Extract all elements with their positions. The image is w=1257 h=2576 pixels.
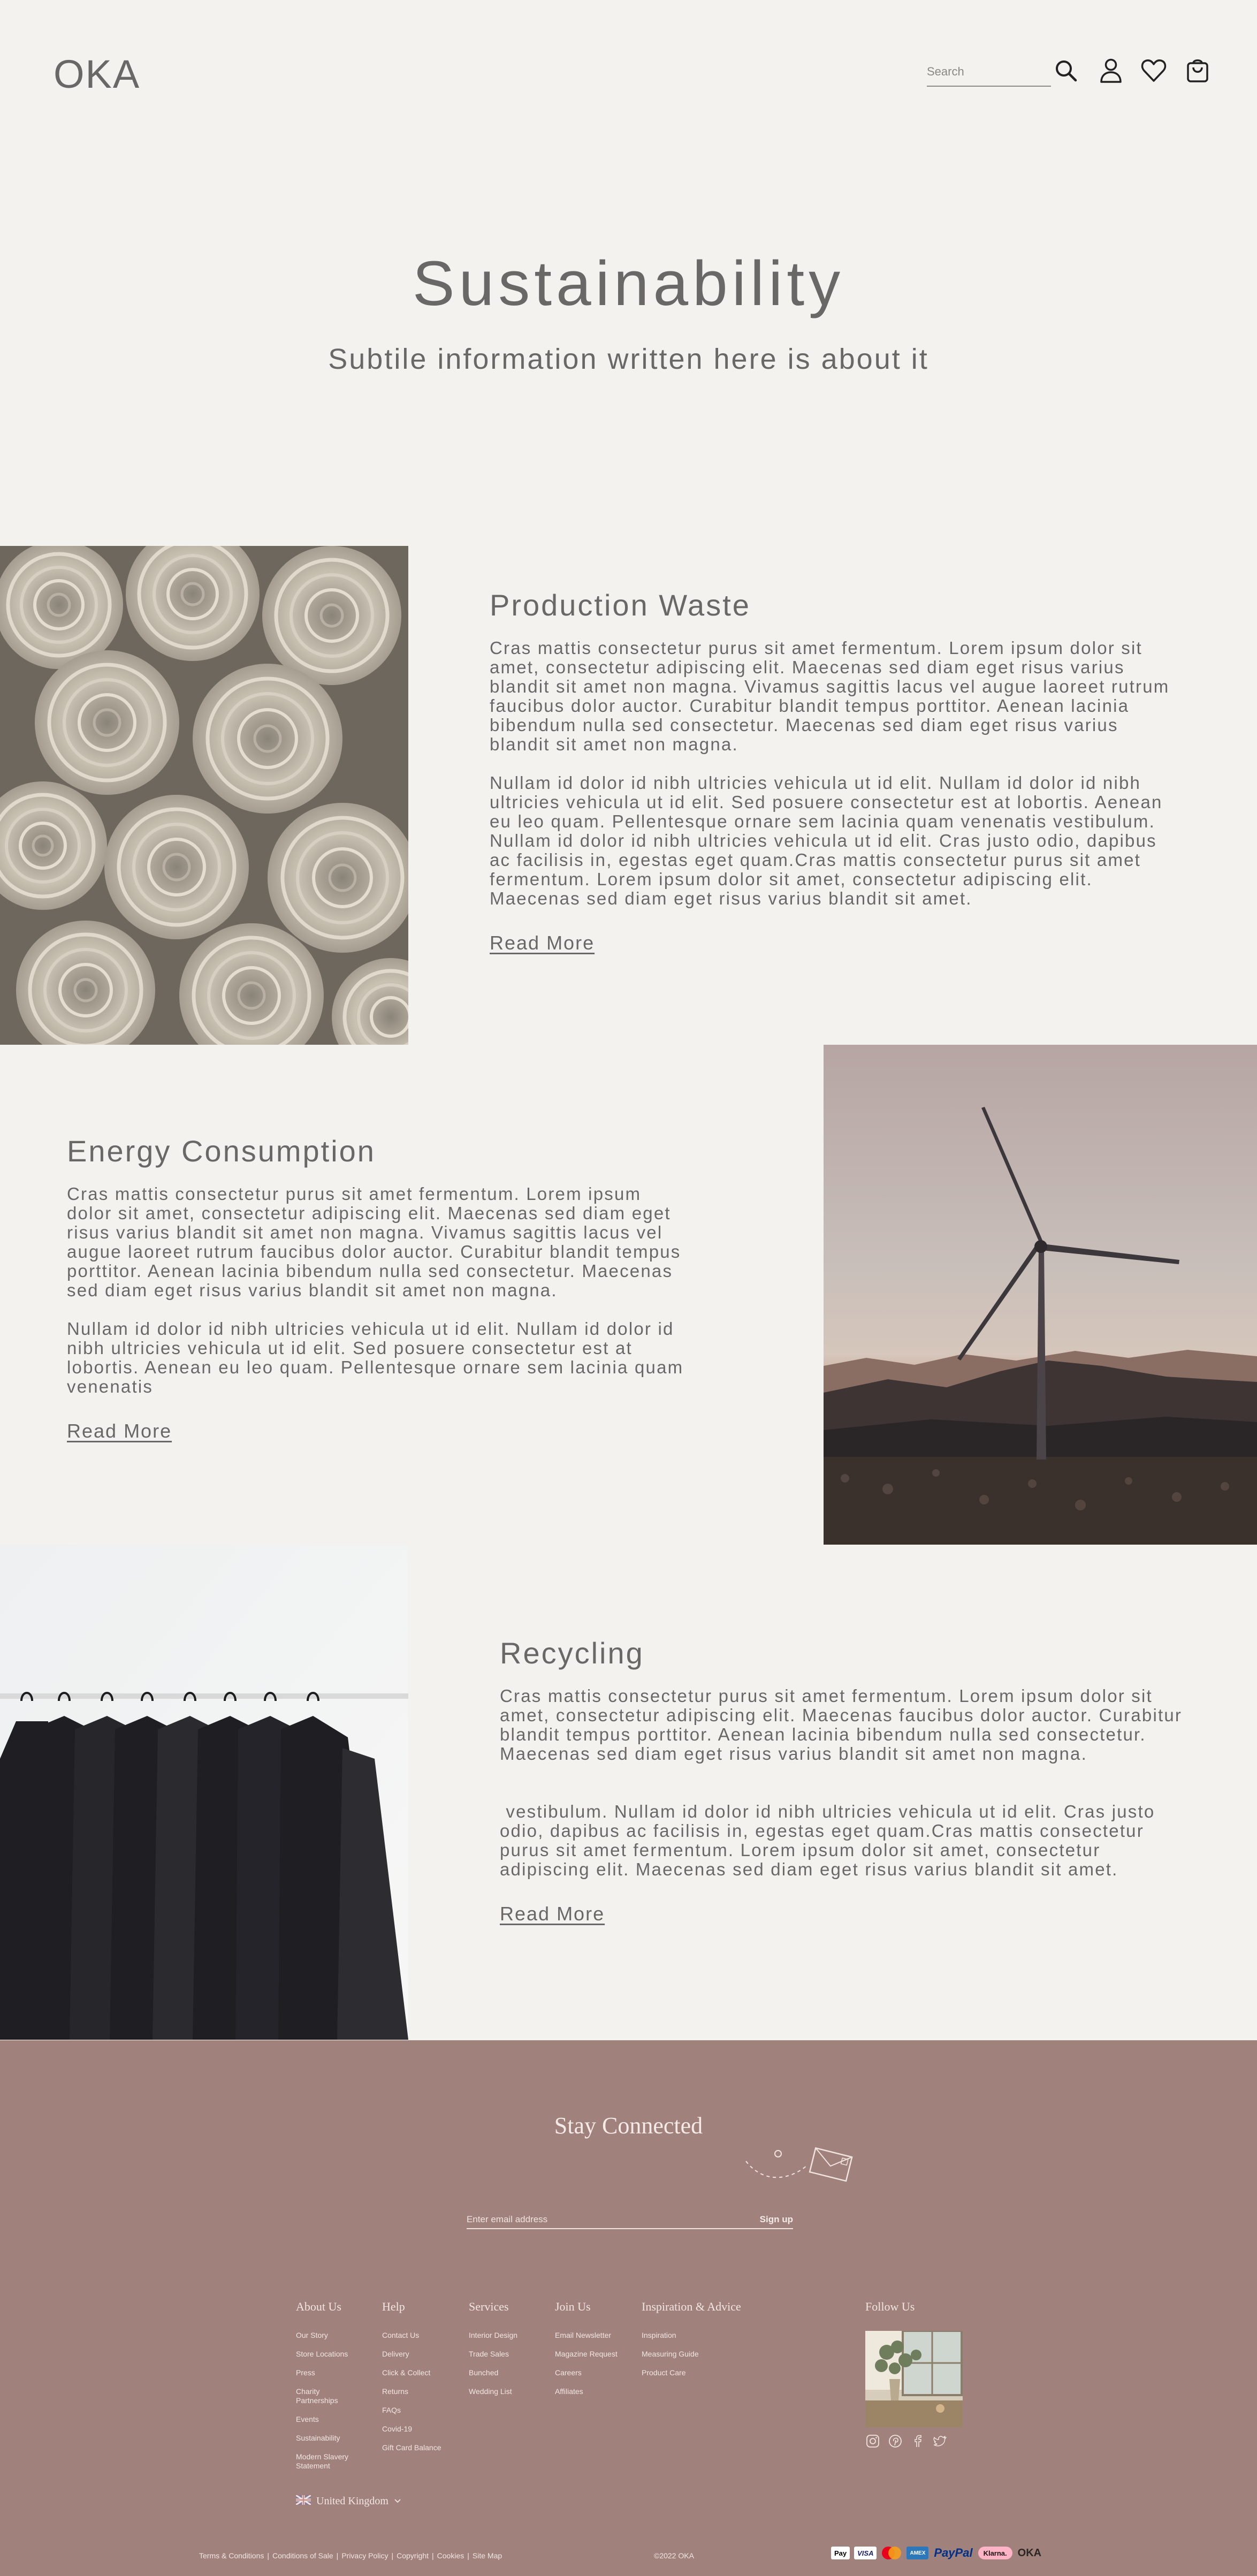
- footer-link[interactable]: Covid-19: [382, 2425, 413, 2433]
- country-selector[interactable]: [296, 2495, 401, 2507]
- oka-card-icon: OKA: [1017, 2547, 1042, 2559]
- twitter-icon[interactable]: [933, 2434, 948, 2451]
- search-icon[interactable]: [1051, 56, 1081, 86]
- facebook-icon[interactable]: [910, 2434, 925, 2451]
- footer-link[interactable]: Product Care: [642, 2368, 686, 2377]
- newsletter-title: Stay Connected: [554, 2113, 703, 2139]
- section-paragraph: Cras mattis consectetur purus sit amet fermentum. Lorem ipsum dolor sit amet, consectetur adipiscing elit. Maecenas faucibus dolor auctor. Curabitur blandit tempus porttitor. Aenean lacinia bibendum nulla sed consectetur. Maecenas sed diam eget risus varius blandit sit amet non magna.: [500, 1686, 1183, 1764]
- section-paragraph: Cras mattis consectetur purus sit amet fermentum. Lorem ipsum dolor sit amet, consectetur adipiscing elit. Maecenas sed diam eget risus varius blandit sit amet non magna. Vivamus sagittis lacus vel augue laoreet rutrum faucibus dolor auctor. Curabitur blandit tempus porttitor. Aenean lacinia bibendum nulla sed consectetur. Maecenas sed diam eget risus varius blandit sit amet non magna.: [67, 1184, 681, 1300]
- footer-col-inspiration: [642, 2300, 759, 2387]
- footer-col-help: [382, 2300, 462, 2462]
- pinterest-icon[interactable]: [888, 2434, 903, 2451]
- footer-col-heading: Join Us: [555, 2300, 591, 2313]
- visa-icon: VISA: [854, 2547, 877, 2559]
- footer-col-heading: Inspiration & Advice: [642, 2300, 741, 2313]
- section-paragraph: Cras mattis consectetur purus sit amet fermentum. Lorem ipsum dolor sit amet, consectetur adipiscing elit. Maecenas sed diam eget risus varius blandit sit amet non magna. Vivamus sagittis lacus vel augue laoreet rutrum faucibus dolor auctor. Curabitur blandit tempus porttitor. Aenean lacinia bibendum nulla sed consectetur. Maecenas sed diam eget risus varius blandit sit amet non magna.: [490, 638, 1170, 754]
- oka-logo[interactable]: OKA: [54, 52, 141, 96]
- read-more-link[interactable]: Read More: [490, 932, 595, 954]
- section-paragraph: Nullam id dolor id nibh ultricies vehicula ut id elit. Nullam id dolor id nibh ultricies vehicula ut id elit. Sed posuere consectetur est at lobortis. Aenean eu leo quam. Pellentesque ornare sem lacinia quam venenatis vestibulum. Nullam id dolor id nibh ultricies vehicula ut id elit. Cras justo odio, dapibus ac facilisis in, egestas eget quam.Cras mattis consectetur purus sit amet fermentum. Lorem ipsum dolor sit amet, consectetur adipiscing elit. Maecenas sed diam eget risus varius blandit sit amet.: [490, 773, 1163, 908]
- apple-pay-icon: Pay: [831, 2547, 850, 2559]
- section-title: Production Waste: [490, 588, 751, 622]
- instagram-icon[interactable]: [865, 2434, 880, 2451]
- search-input[interactable]: [927, 60, 1051, 83]
- heart-icon[interactable]: [1139, 56, 1169, 86]
- klarna-icon: Klarna.: [978, 2547, 1012, 2559]
- footer-link[interactable]: Measuring Guide: [642, 2350, 699, 2358]
- footer-col-join: [555, 2300, 635, 2406]
- instagram-thumbnail[interactable]: [865, 2331, 963, 2427]
- section-paragraph: vestibulum. Nullam id dolor id nibh ultricies vehicula ut id elit. Cras justo odio, dapibus ac facilisis in, egestas eget quam.Cras mattis consectetur purus sit amet fermentum. Lorem ipsum dolor sit amet, consectetur adipiscing elit. Maecenas sed diam eget risus varius blandit sit amet.: [500, 1802, 1161, 1879]
- envelope-icon: [743, 2142, 860, 2193]
- footer-col-heading: Help: [382, 2300, 405, 2313]
- chevron-down-icon: [394, 2497, 401, 2506]
- footer-link[interactable]: Email Newsletter: [555, 2331, 612, 2339]
- footer-link[interactable]: Interior Design: [469, 2331, 518, 2339]
- legal-link[interactable]: Privacy Policy: [341, 2551, 388, 2560]
- clothes-rack-image: [0, 1545, 408, 2040]
- wind-turbine-image: [824, 1045, 1257, 1545]
- footer-link[interactable]: Gift Card Balance: [382, 2443, 441, 2452]
- page-subtitle: Subtile information written here is about it: [328, 343, 929, 375]
- uk-flag-icon: [296, 2495, 311, 2507]
- search-field[interactable]: [927, 60, 1051, 87]
- footer-link[interactable]: Careers: [555, 2368, 582, 2377]
- footer-col-heading: Services: [469, 2300, 509, 2313]
- copyright: ©2022 OKA: [654, 2551, 694, 2560]
- section-production-waste: [490, 588, 1180, 954]
- footer-link[interactable]: Store Locations: [296, 2350, 348, 2358]
- fabric-rolls-image: [0, 546, 408, 1045]
- signup-button[interactable]: Sign up: [759, 2214, 793, 2224]
- section-energy-consumption: [67, 1134, 688, 1442]
- email-input[interactable]: [467, 2212, 713, 2227]
- footer-col-heading: Follow Us: [865, 2300, 915, 2313]
- read-more-link[interactable]: Read More: [67, 1420, 172, 1442]
- footer-link[interactable]: FAQs: [382, 2406, 401, 2414]
- footer-link[interactable]: Wedding List: [469, 2387, 512, 2396]
- footer-link[interactable]: Contact Us: [382, 2331, 420, 2339]
- footer-follow: [865, 2300, 963, 2451]
- footer-col-about: [296, 2300, 371, 2480]
- newsletter-form: [467, 2212, 793, 2229]
- bag-icon[interactable]: [1183, 56, 1213, 86]
- amex-icon: AMEX: [906, 2547, 928, 2559]
- footer-col-services: [469, 2300, 549, 2406]
- legal-link[interactable]: Conditions of Sale: [272, 2551, 333, 2560]
- footer-link[interactable]: Inspiration: [642, 2331, 676, 2339]
- footer-link[interactable]: Press: [296, 2368, 315, 2377]
- read-more-link[interactable]: Read More: [500, 1903, 605, 1925]
- section-recycling: [500, 1636, 1190, 1925]
- legal-links: Terms & Conditions | Conditions of Sale | Privacy Policy | Copyright | Cookies | Site Map: [199, 2551, 502, 2560]
- footer-link[interactable]: Click & Collect: [382, 2368, 431, 2377]
- footer-link[interactable]: Our Story: [296, 2331, 328, 2339]
- payment-methods: [831, 2547, 1042, 2559]
- legal-link[interactable]: Copyright: [397, 2551, 429, 2560]
- section-title: Energy Consumption: [67, 1134, 376, 1168]
- footer-link[interactable]: Events: [296, 2415, 319, 2423]
- footer-col-heading: About Us: [296, 2300, 341, 2313]
- section-title: Recycling: [500, 1636, 644, 1670]
- country-label: United Kingdom: [316, 2495, 388, 2507]
- footer-link[interactable]: Magazine Request: [555, 2350, 618, 2358]
- footer-link[interactable]: Sustainability: [296, 2434, 340, 2442]
- footer-link[interactable]: Affiliates: [555, 2387, 583, 2396]
- user-icon[interactable]: [1096, 56, 1126, 86]
- paypal-icon: PayPal: [934, 2546, 973, 2559]
- footer-link[interactable]: Trade Sales: [469, 2350, 509, 2358]
- footer-link[interactable]: Modern Slavery Statement: [296, 2452, 349, 2470]
- page-title: Sustainability: [412, 248, 845, 319]
- footer-link[interactable]: Returns: [382, 2387, 409, 2396]
- legal-link[interactable]: Terms & Conditions: [199, 2551, 264, 2560]
- mastercard-icon: [881, 2547, 902, 2559]
- footer-link[interactable]: Delivery: [382, 2350, 409, 2358]
- legal-link[interactable]: Site Map: [472, 2551, 502, 2560]
- legal-link[interactable]: Cookies: [437, 2551, 464, 2560]
- footer-link[interactable]: Bunched: [469, 2368, 499, 2377]
- section-paragraph: Nullam id dolor id nibh ultricies vehicula ut id elit. Nullam id dolor id nibh ultricies vehicula ut id elit. Sed posuere consectetur est at lobortis. Aenean eu leo quam. Pellentesque ornare sem lacinia quam venenatis: [67, 1319, 684, 1396]
- footer: [0, 2040, 1257, 2576]
- footer-link[interactable]: Charity Partnerships: [296, 2387, 338, 2405]
